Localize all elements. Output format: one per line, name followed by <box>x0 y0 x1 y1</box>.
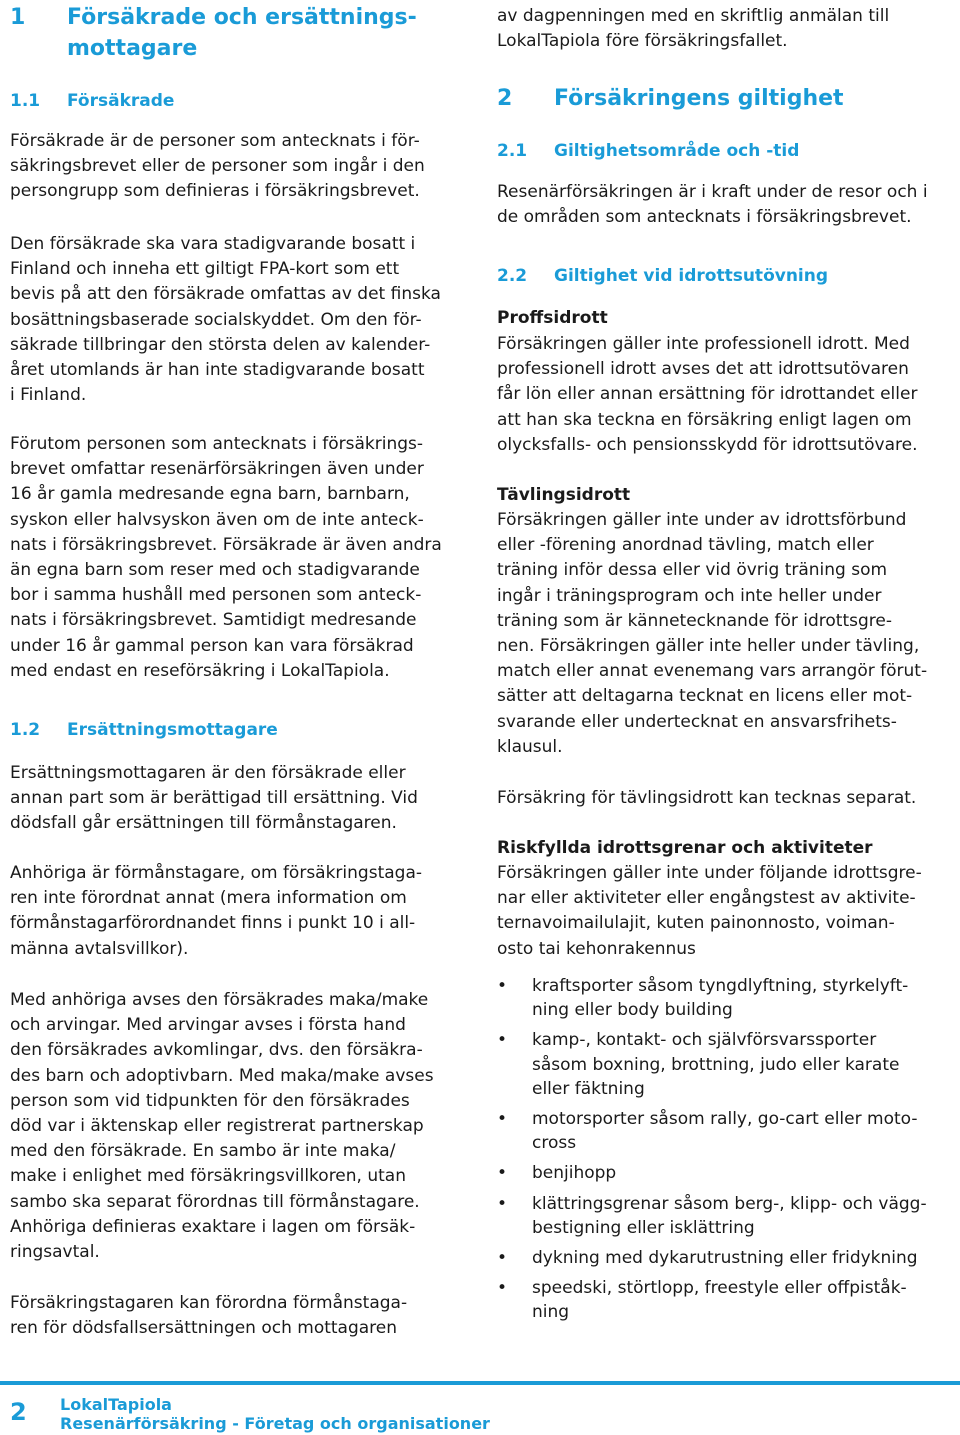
bullet-icon: • <box>497 1278 508 1299</box>
bullet-list <box>497 974 927 1325</box>
paragraph: Försäkring för tävlingsidrott kan tecknas separat. <box>497 788 917 808</box>
subsection-title: Giltighet vid idrottsutövning <box>554 266 829 286</box>
list-item: • klättringsgrenar såsom berg-, klipp- och vägg- bestigning eller isklättring <box>497 1193 927 1238</box>
section-number: 2 <box>497 86 513 111</box>
bullet-icon: • <box>497 1109 508 1130</box>
section-number: 1 <box>10 5 26 30</box>
paragraph: Försäkringen gäller inte under följande idrottsgre- nar eller aktiviteter eller engångstest av aktivite- ternavoimailulajit, kuten painonnosto, voiman- osto tai kehonrakennus <box>497 863 922 959</box>
page-number: 2 <box>10 1398 27 1426</box>
list-item: • motorsporter såsom rally, go-cart eller moto- cross <box>497 1109 918 1154</box>
bullet-icon: • <box>497 1193 508 1214</box>
paragraph: Den försäkrade ska vara stadigvarande bosatt i Finland och inneha ett giltigt FPA-kort som ett bevis på att den försäkrade omfattas av det finska bosättningsbaserade socialskyddet. Om den för- säkrade tillbringar den största delen av kalender- året utomlands är han inte stadigvarande bosatt i Finland. <box>10 234 441 406</box>
bullet-icon: • <box>497 976 508 996</box>
footer-brand-block <box>60 1395 490 1433</box>
paragraph: Försäkrade är de personer som antecknats i för- säkringsbrevet eller de personer som ingår i den persongrupp som definieras i försäkringsbrevet. <box>10 131 425 202</box>
list-item: • benjihopp <box>497 1161 927 1185</box>
paragraph: Försäkringen gäller inte professionell idrott. Med professionell idrott avses det att idrottsutövaren får lön eller annan ersättning för idrottandet eller att han ska teckna en försäkring enligt lagen om olycksfalls- och pensionsskydd för idrottsutövare. <box>497 334 918 455</box>
section-title-line-2: mottagare <box>67 36 198 61</box>
bullet-icon: • <box>497 1248 508 1269</box>
subsection-title: Försäkrade <box>67 91 175 111</box>
subsection-title: Ersättningsmottagare <box>67 720 278 740</box>
subsection-number: 1.1 <box>10 91 41 111</box>
subsection-number: 1.2 <box>10 720 41 740</box>
section-title: Försäkringens giltighet <box>554 86 844 111</box>
subheading-riskfyllda: Riskfyllda idrottsgrenar och aktiviteter <box>497 838 873 858</box>
list-item: • kraftsporter såsom tyngdlyftning, styrkelyft- ning eller body building <box>497 976 909 1021</box>
list-item: • dykning med dykarutrustning eller fridykning <box>497 1246 927 1270</box>
paragraph: Ersättningsmottagaren är den försäkrade eller annan part som är berättigad till ersättning. Vid dödsfall går ersättningen till förmånstagaren. <box>10 763 418 834</box>
subheading-tavlingsidrott: Tävlingsidrott <box>497 485 631 505</box>
document-title: Resenärförsäkring - Företag och organisationer <box>60 1414 490 1433</box>
footer-divider <box>0 1381 960 1385</box>
bullet-icon: • <box>497 1030 508 1051</box>
paragraph: Med anhöriga avses den försäkrades maka/make och arvingar. Med arvingar avses i första hand den försäkrades avkomlingar, dvs. den försäkra- des barn och adoptivbarn. Med maka/make avses person som vid tidpunkten för den försäkrades död var i äktenskap eller registrerat partnerskap med den försäkrade. En sambo är inte maka/ make i enlighet med försäkringsvillkoren, utan sambo ska separat förordnas till förmånstagare. Anhöriga definieras exaktare i lagen om försäk- ringsavtal. <box>10 990 434 1263</box>
bullet-icon: • <box>497 1163 508 1184</box>
subsection-number: 2.1 <box>497 141 528 161</box>
paragraph: av dagpenningen med en skriftlig anmälan till LokalTapiola före försäkringsfallet. <box>497 6 890 52</box>
subsection-title: Giltighetsområde och -tid <box>554 141 800 161</box>
paragraph: Försäkringstagaren kan förordna förmånstaga- ren för dödsfallsersättningen och mottagaren <box>10 1293 408 1339</box>
section-title-line-1: Försäkrade och ersättnings- <box>67 5 417 30</box>
list-item: • kamp-, kontakt- och självförsvarssporter såsom boxning, brottning, judo eller karate eller fäktning <box>497 1030 900 1099</box>
paragraph: Resenärförsäkringen är i kraft under de resor och i de områden som antecknats i försäkringsbrevet. <box>497 182 928 228</box>
brand-name: LokalTapiola <box>60 1395 172 1414</box>
subheading-proffsidrott: Proffsidrott <box>497 308 608 328</box>
subsection-number: 2.2 <box>497 266 528 286</box>
paragraph: Anhöriga är förmånstagare, om försäkringstaga- ren inte förordnat annat (mera information om förmånstagarförordnandet finns i punkt 10 i all- männa avtalsvillkor). <box>10 863 422 959</box>
paragraph: Förutom personen som antecknats i försäkrings- brevet omfattar resenärförsäkringen även under 16 år gamla medresande egna barn, barnbarn, syskon eller halvsyskon även om de inte anteck- nats i försäkringsbrevet. Försäkrade är även andra än egna barn som reser med och stadigvarande bor i samma hushåll med personen som anteck- nats i försäkringsbrevet. Samtidigt medresande under 16 år gammal person kan vara försäkrad med endast en reseförsäkring i LokalTapiola. <box>10 434 442 681</box>
paragraph: Försäkringen gäller inte under av idrottsförbund eller -förening anordnad tävling, match eller träning inför dessa eller vid övrig träning som ingår i träningsprogram och inte heller under träning som är kännetecknande för idrottsgre- nen. Försäkringen gäller inte heller under tävling, match eller annat evenemang vars arrangör förut- sätter att deltagarna tecknat en licens eller mot- svarande eller undertecknat en ansvarsfrihets- klausul. <box>497 510 928 757</box>
list-item: • speedski, störtlopp, freestyle eller offpiståk- ning <box>497 1278 907 1323</box>
